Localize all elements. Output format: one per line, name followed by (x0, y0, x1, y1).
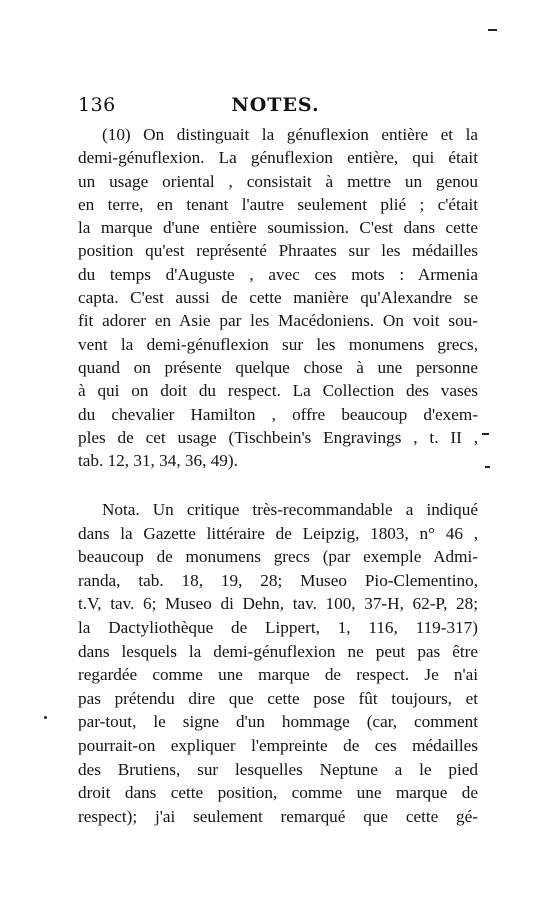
text-line: randa, tab. 18, 19, 28; Museo Pio-Clementino, (78, 570, 478, 590)
text-line: pourrait-on expliquer l'empreinte de ces médailles (78, 735, 478, 755)
text-line: ples de cet usage (Tischbein's Engravings , t. II , (78, 427, 478, 447)
text-line: respect); j'ai seulement remarqué que cette gé- (78, 806, 478, 826)
text-line: la Dactyliothèque de Lippert, 1, 116, 119-317) (78, 617, 478, 637)
text-line: t.V, tav. 6; Museo di Dehn, tav. 100, 37-H, 62-P, 28; (78, 594, 478, 614)
text-line: dans la Gazette littéraire de Leipzig, 1803, n° 46 , (78, 523, 478, 543)
text-line: un usage oriental , consistait à mettre un genou (78, 171, 478, 191)
text-line: Nota. Un critique très-recommandable a indiqué (102, 500, 478, 519)
text-line: beaucoup de monumens grecs (par exemple Admi- (78, 547, 478, 567)
text-line: en terre, en tenant l'autre seulement plié ; c'était (78, 194, 478, 214)
text-line: demi-génuflexion. La génuflexion entière, qui était (78, 148, 478, 168)
scan-mark-right (485, 466, 490, 468)
scan-mark-right (482, 433, 489, 435)
text-line: droit dans cette position, comme une marque de (78, 783, 478, 803)
note-10-paragraph (78, 123, 478, 472)
running-head: NOTES. (231, 94, 320, 116)
text-line: à qui on doit du respect. La Collection des vases (78, 381, 478, 401)
text-line: (10) On distinguait la génuflexion entière et la (102, 125, 478, 144)
text-line: des Brutiens, sur lesquelles Neptune a le pied (78, 759, 478, 779)
page-header (78, 94, 473, 118)
text-line: quand on présente quelque chose à une personne (78, 357, 478, 377)
text-line: tab. 12, 31, 34, 36, 49). (78, 451, 238, 471)
page-number: 136 (78, 94, 116, 116)
text-line: du chevalier Hamilton , offre beaucoup d'exem- (78, 404, 478, 424)
text-line: vent la demi-génuflexion sur les monumens grecs, (78, 334, 478, 354)
text-line: position qu'est représenté Phraates sur les médailles (78, 241, 478, 261)
text-line: fit adorer en Asie par les Macédoniens. On voit sou- (78, 311, 478, 331)
text-line: du temps d'Auguste , avec ces mots : Armenia (78, 264, 478, 284)
nota-paragraph (78, 498, 478, 828)
scan-mark-left (44, 716, 47, 719)
text-line: regardée comme une marque de respect. Je n'ai (78, 665, 478, 685)
text-line: pas prétendu dire que cette pose fût toujours, et (78, 688, 478, 708)
text-line: capta. C'est aussi de cette manière qu'Alexandre se (78, 288, 478, 308)
text-line: la marque d'une entière soumission. C'est dans cette (78, 218, 478, 238)
text-line: dans lesquels la demi-génuflexion ne peut pas être (78, 641, 478, 661)
text-line: par-tout, le signe d'un hommage (car, comment (78, 712, 478, 732)
scan-mark-top-right (488, 29, 497, 31)
